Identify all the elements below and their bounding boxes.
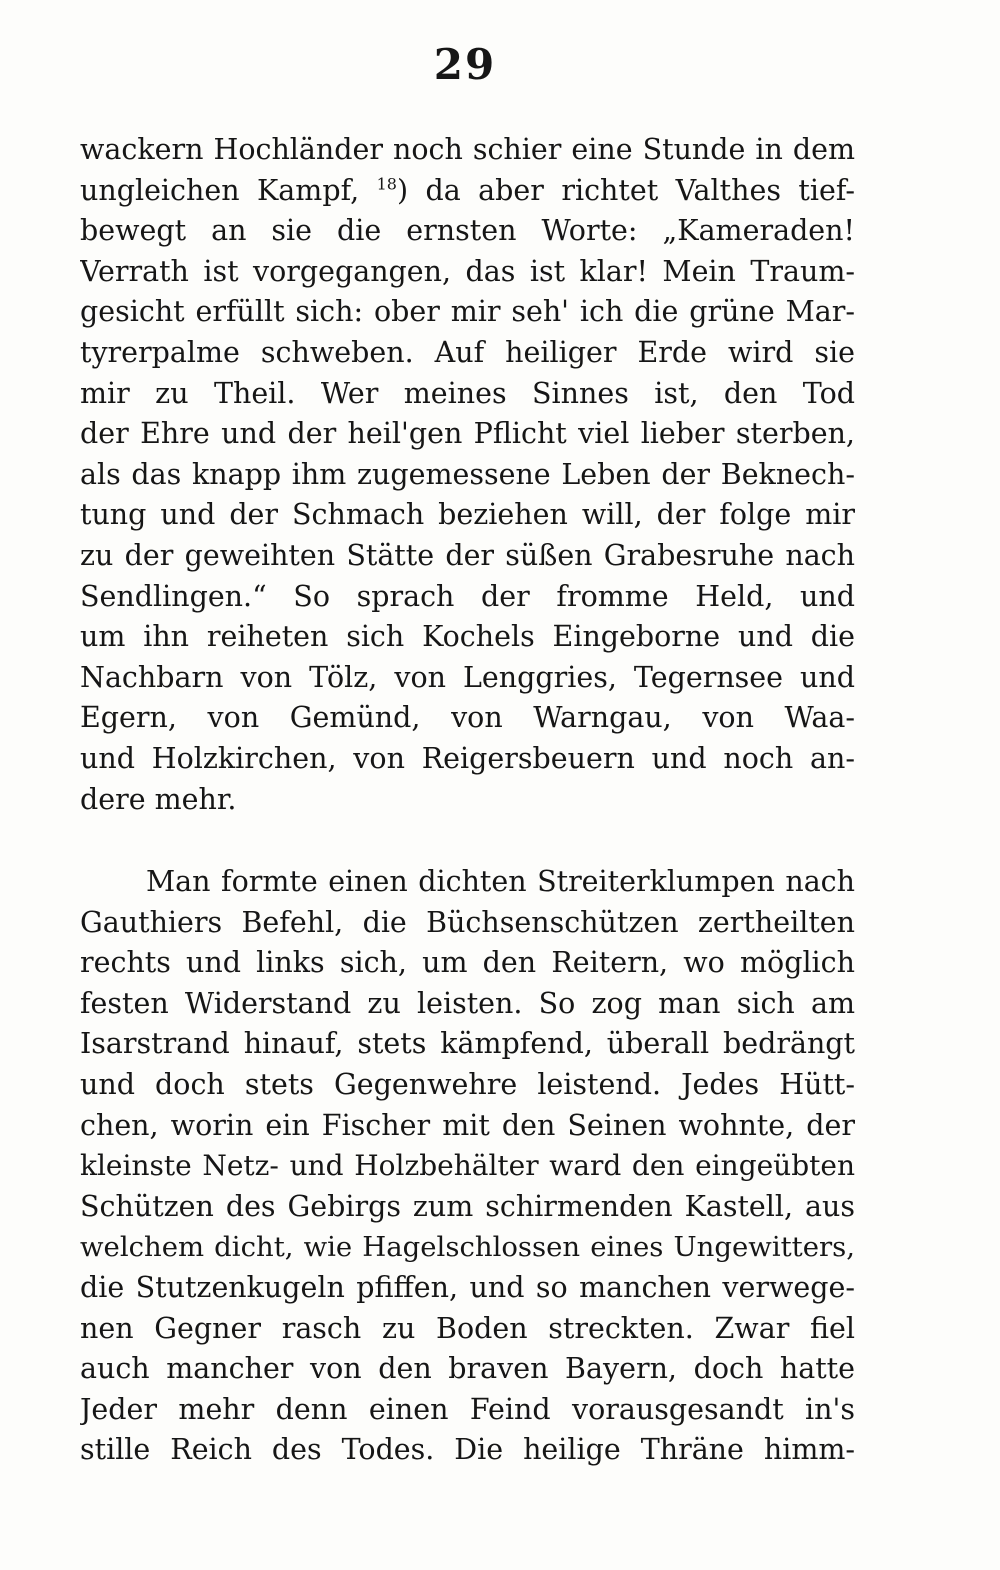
text-line: kleinste Netz- und Holzbehälter ward den eingeübten xyxy=(80,1149,855,1183)
text-line: und Holzkirchen, von Reigersbeuern und noch an- xyxy=(80,741,855,775)
text-line: die Stutzenkugeln pfiffen, und so manchen verwege- xyxy=(80,1270,855,1304)
text-line: welchem dicht, wie Hagelschlossen eines Ungewitters, xyxy=(80,1231,855,1264)
text-line: mir zu Theil. Wer meines Sinnes ist, den Tod xyxy=(80,376,855,410)
paragraph-1 xyxy=(80,130,855,820)
text-line: gesicht erfüllt sich: ober mir seh' ich die grüne Mar- xyxy=(80,295,855,329)
text-line: Isarstrand hinauf, stets kämpfend, überall bedrängt xyxy=(80,1027,855,1061)
text-line: Jeder mehr denn einen Feind vorausgesandt in's xyxy=(80,1392,855,1426)
text-line: chen, worin ein Fischer mit den Seinen wohnte, der xyxy=(80,1108,855,1142)
text-line: Sendlingen.“ So sprach der fromme Held, und xyxy=(80,579,855,613)
text-line: um ihn reiheten sich Kochels Eingeborne und die xyxy=(80,620,855,654)
page-number: 29 xyxy=(433,40,497,89)
text-line: wackern Hochländer noch schier eine Stunde in dem xyxy=(80,133,855,166)
footnote-reference[interactable]: 18 xyxy=(376,174,397,194)
text-line: bewegt an sie die ernsten Worte: „Kameraden! xyxy=(80,214,855,248)
paragraph-2 xyxy=(80,862,855,1471)
text-line-part: ) da aber richtet Valthes tief- xyxy=(396,173,855,207)
text-line: stille Reich des Todes. Die heilige Thräne himm- xyxy=(80,1433,855,1467)
text-line: tung und der Schmach beziehen will, der folge mir xyxy=(80,498,855,532)
text-line: tyrerpalme schweben. Auf heiliger Erde wird sie xyxy=(80,335,855,369)
text-line: Schützen des Gebirgs zum schirmenden Kastell, aus xyxy=(80,1189,855,1223)
text-line: nen Gegner rasch zu Boden streckten. Zwar fiel xyxy=(80,1311,855,1345)
text-line: der Ehre und der heil'gen Pflicht viel lieber sterben, xyxy=(80,417,855,451)
text-line: Verrath ist vorgegangen, das ist klar! Mein Traum- xyxy=(80,254,855,288)
text-line: und doch stets Gegenwehre leistend. Jedes Hütt- xyxy=(80,1067,855,1101)
text-line: zu der geweihten Stätte der süßen Grabesruhe nach xyxy=(80,538,855,572)
text-line: Egern, von Gemünd, von Warngau, von Waa- xyxy=(80,701,855,735)
text-line: Man formte einen dichten Streiterklumpen nach xyxy=(146,865,855,898)
text-line: festen Widerstand zu leisten. So zog man sich am xyxy=(80,986,855,1020)
text-line: Nachbarn von Tölz, von Lenggries, Tegernsee und xyxy=(80,660,855,694)
text-line: als das knapp ihm zugemessene Leben der Beknech- xyxy=(80,457,855,491)
text-line: rechts und links sich, um den Reitern, wo möglich xyxy=(80,946,855,980)
text-line-part: ungleichen Kampf, xyxy=(80,173,360,207)
text-line: dere mehr. xyxy=(80,782,237,816)
text-line: Gauthiers Befehl, die Büchsenschützen zertheilten xyxy=(80,905,855,939)
text-line: auch mancher von den braven Bayern, doch hatte xyxy=(80,1352,855,1386)
text-line-with-footnote xyxy=(80,171,855,212)
